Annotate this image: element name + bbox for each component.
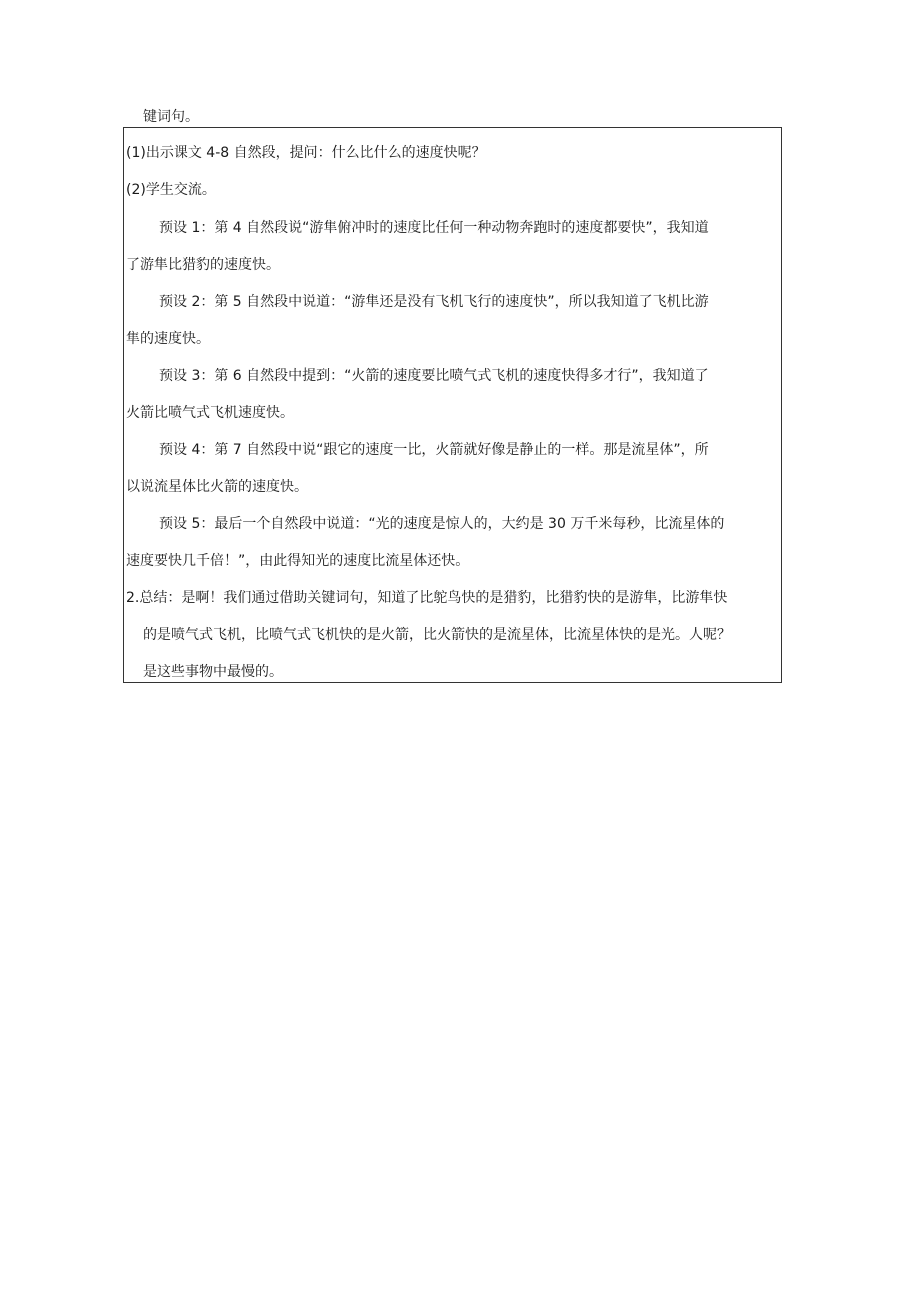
preset-4-line-2: 以说流星体比火箭的速度快。 [126,479,308,495]
summary-line-1: 2.总结：是啊！我们通过借助关键词句，知道了比鸵鸟快的是猎豹，比猎豹快的是游隼，比游隼快 [126,590,728,606]
continuation-text: 键词句。 [143,109,199,125]
preset-2-line-1: 预设 2：第 5 自然段中说道：“游隼还是没有飞机飞行的速度快”，所以我知道了飞机比游 [159,294,709,310]
preset-1-line-1: 预设 1：第 4 自然段说“游隼俯冲时的速度比任何一种动物奔跑时的速度都要快”，我知道 [159,220,709,236]
summary-line-3: 是这些事物中最慢的。 [143,664,283,680]
preset-3-line-1: 预设 3：第 6 自然段中提到：“火箭的速度要比喷气式飞机的速度快得多才行”，我知道了 [159,368,709,384]
step-1-text: (1)出示课文 4-8 自然段，提问：什么比什么的速度快呢？ [126,145,486,161]
preset-5-line-1: 预设 5：最后一个自然段中说道：“光的速度是惊人的，大约是 30 万千米每秒，比流星体的 [159,516,725,532]
preset-5-line-2: 速度要快几千倍！”，由此得知光的速度比流星体还快。 [126,553,470,569]
preset-1-line-2: 了游隼比猎豹的速度快。 [126,257,280,273]
step-2-text: (2)学生交流。 [126,182,216,198]
preset-4-line-1: 预设 4：第 7 自然段中说“跟它的速度一比，火箭就好像是静止的一样。那是流星体”，所 [159,442,709,458]
preset-2-line-2: 隼的速度快。 [126,331,210,347]
summary-line-2: 的是喷气式飞机，比喷气式飞机快的是火箭，比火箭快的是流星体，比流星体快的是光。人呢？ [143,627,731,643]
preset-3-line-2: 火箭比喷气式飞机速度快。 [126,405,294,421]
